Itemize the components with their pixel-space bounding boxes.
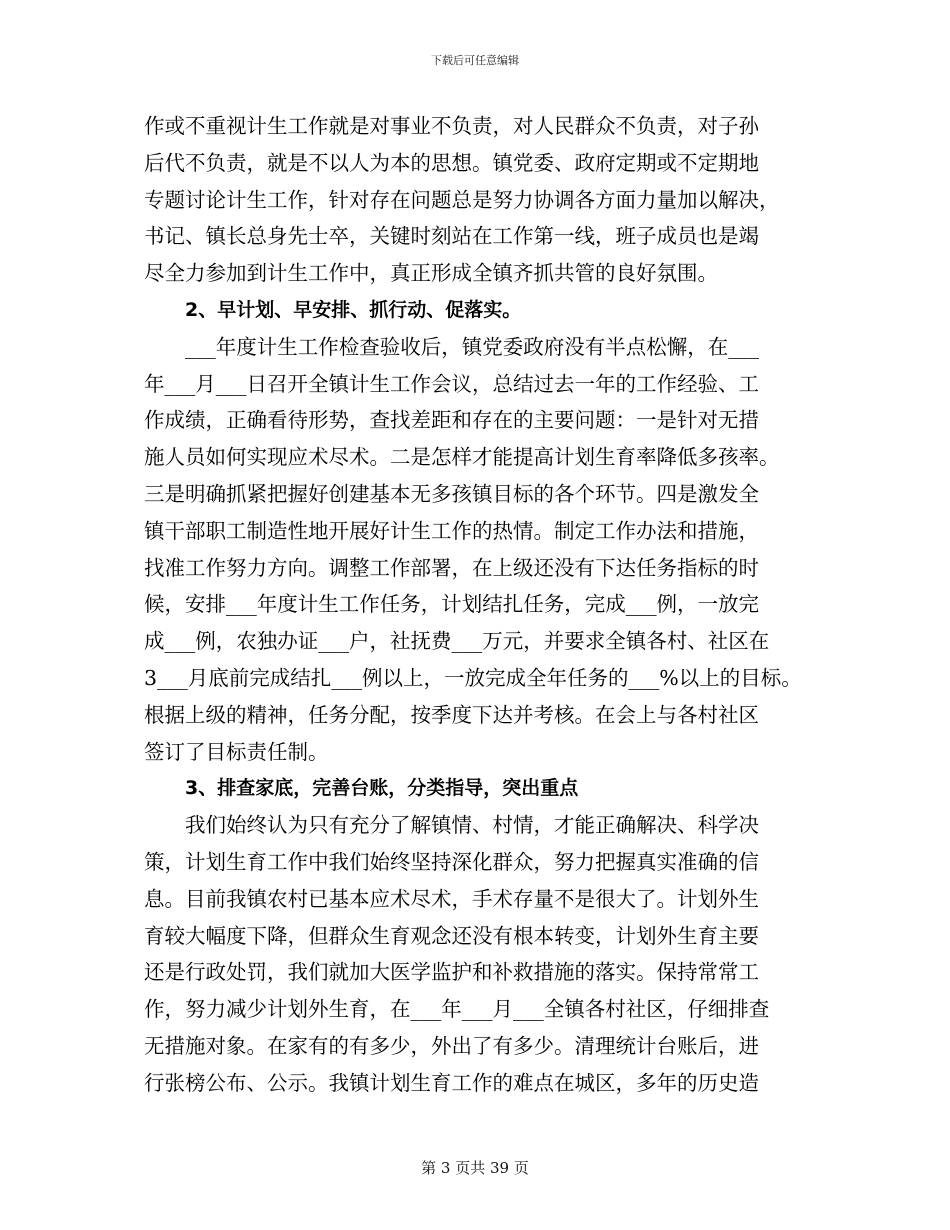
text-line: 作成绩，正确看待形势，查找差距和存在的主要问题：一是针对无措 — [144, 408, 759, 433]
text-line: 无措施对象。在家有的有多少，外出了有多少。清理统计台账后，进 — [144, 1033, 759, 1058]
text-line: ___年度计生工作检查验收后，镇党委政府没有半点松懈，在___ — [185, 334, 759, 359]
text-line: 候，安排___年度计生工作任务，计划结扎任务，完成___例，一放完 — [144, 592, 759, 617]
text-line: 成___例，农独办证___户，社抚费___万元，并要求全镇各村、社区在 — [144, 629, 770, 654]
text-line: 作或不重视计生工作就是对事业不负责，对人民群众不负责，对子孙 — [144, 114, 759, 138]
section-heading-2: 2、早计划、早安排、抓行动、促落实。 — [185, 298, 522, 321]
text-line: 书记、镇长总身先士卒，关键时刻站在工作第一线，班子成员也是竭 — [144, 224, 759, 249]
text-line: 专题讨论计生工作，针对存在问题总是努力协调各方面力量加以解决， — [144, 187, 780, 212]
text-line: 还是行政处罚，我们就加大医学监护和补救措施的落实。保持常常工 — [144, 960, 759, 985]
page-indicator: 第 3 页共 39 页 — [421, 1159, 529, 1177]
text-line: 找准工作努力方向。调整工作部署，在上级还没有下达任务指标的时 — [144, 555, 759, 580]
text-line: 根据上级的精神，任务分配，按季度下达并考核。在会上与各村社区 — [144, 702, 759, 727]
text-line: 作，努力减少计划外生育，在___年___月___全镇各村社区，仔细排查 — [144, 997, 770, 1022]
text-line: 年___月___日召开全镇计生工作会议，总结过去一年的工作经验、工 — [144, 371, 759, 396]
text-line: 策，计划生育工作中我们始终坚持深化群众，努力把握真实准确的信 — [144, 849, 759, 874]
text-line: 尽全力参加到计生工作中，真正形成全镇齐抓共管的良好氛围。 — [144, 261, 718, 286]
header-note: 下载后可任意编辑 — [431, 54, 519, 67]
text-line: 后代不负责，就是不以人为本的思想。镇党委、政府定期或不定期地 — [144, 150, 759, 175]
text-line: 镇干部职工制造性地开展好计生工作的热情。制定工作办法和措施， — [144, 518, 759, 543]
text-line: 施人员如何实现应术尽术。二是怎样才能提高计划生育率降低多孩率。 — [144, 445, 780, 470]
text-line: 签订了目标责任制。 — [144, 739, 329, 764]
text-line: 行张榜公布、公示。我镇计划生育工作的难点在城区，多年的历史造 — [144, 1070, 759, 1095]
section-heading-3: 3、排查家底，完善台账，分类指导，突出重点 — [185, 777, 579, 800]
text-line: 我们始终认为只有充分了解镇情、村情，才能正确解决、科学决 — [185, 813, 759, 838]
text-line: 3___月底前完成结扎___例以上，一放完成全年任务的___%以上的目标。 — [144, 665, 802, 690]
text-line: 育较大幅度下降，但群众生育观念还没有根本转变，计划外生育主要 — [144, 923, 759, 948]
body-text — [144, 108, 804, 1102]
text-line: 息。目前我镇农村已基本应术尽术，手术存量不是很大了。计划外生 — [144, 886, 759, 911]
text-line: 三是明确抓紧把握好创建基本无多孩镇目标的各个环节。四是激发全 — [144, 481, 759, 506]
